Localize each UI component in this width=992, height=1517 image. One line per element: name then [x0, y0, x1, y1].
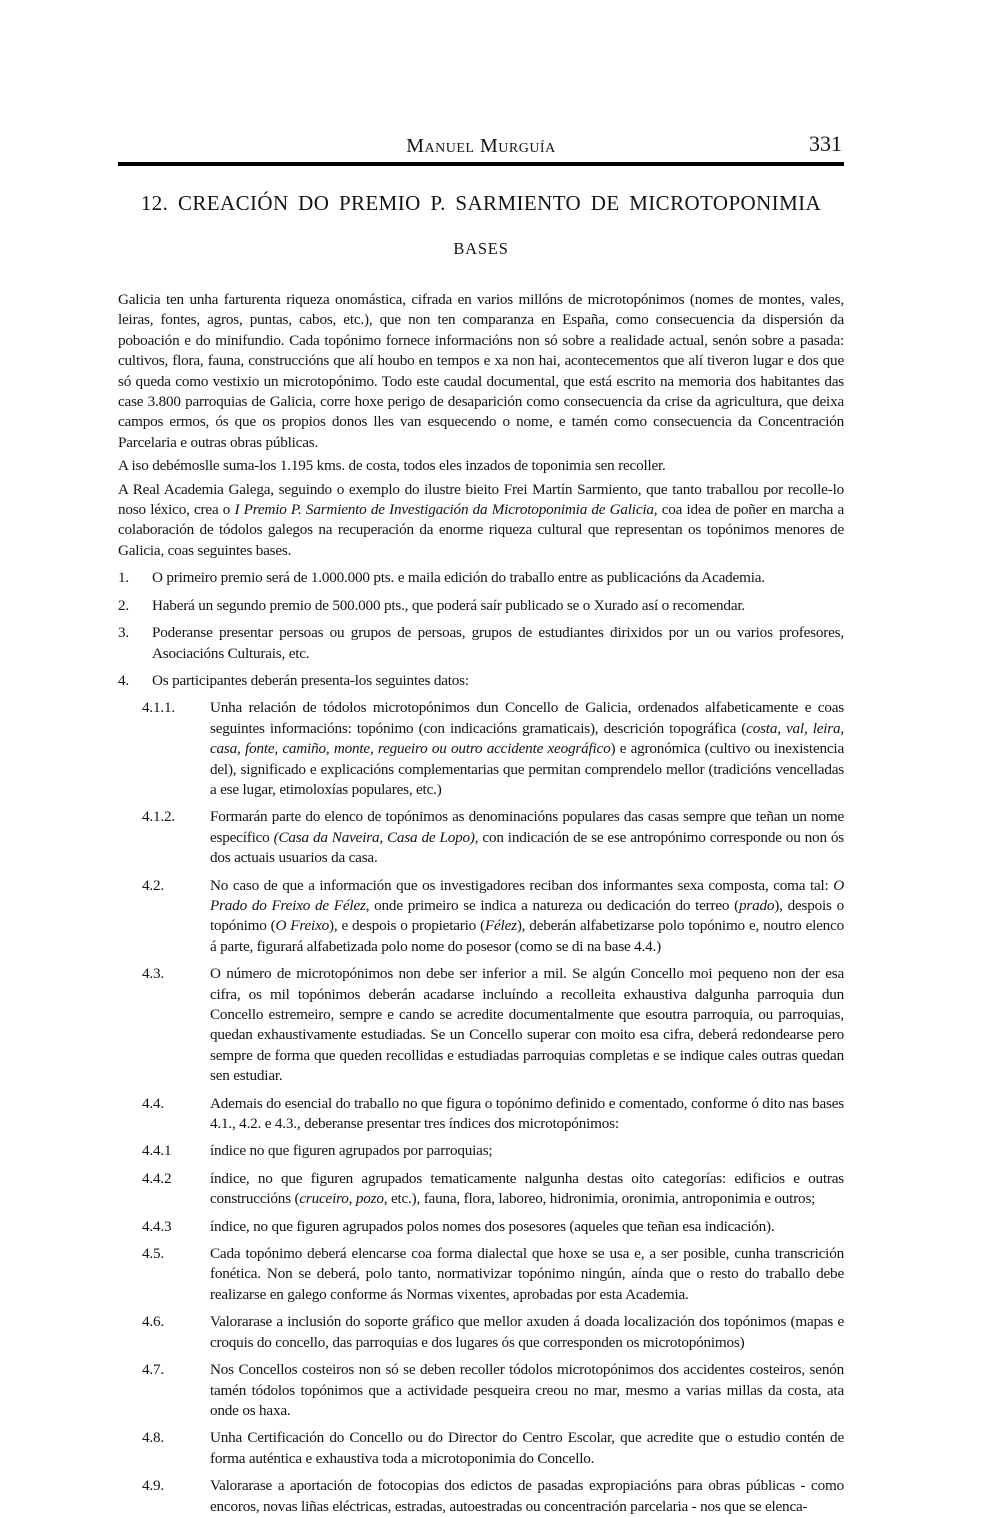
list-item-4-3	[118, 964, 844, 1086]
text-run: ) e agronómica (cultivo ou inexistencia del), significado e explicacións complementarias que permitan comprendelo mellor (tradicións vencelladas a ese lugar, etimoloxías populares, etc.)	[210, 740, 844, 798]
text-run: Unha Certificación do Concello ou do Director do Centro Escolar, que acredite que o estudio contén de forma auténtica e exhaustiva toda a microtoponimia do Concello.	[210, 1429, 844, 1467]
italic-text-run: Félez	[484, 917, 517, 935]
section-title: 12. CREACIÓN DO PREMIO P. SARMIENTO DE MICROTOPONIMIA	[140, 191, 822, 215]
item-number: 3.	[118, 624, 129, 642]
text-run: ), despois o topónimo (	[210, 896, 845, 935]
text-run: índice, no que figuren agrupados polos nomes dos posesores (aqueles que teñan esa indicación).	[210, 1217, 775, 1235]
list-item-4	[118, 671, 844, 691]
list-item-4-4-3	[118, 1217, 844, 1237]
text-run: No caso de que a información que os investigadores reciban dos informantes sexa composta, coma tal:	[210, 876, 834, 894]
text-run: , coa idea de poñer en marcha a colaboración de tódolos galegos na recuperación da enorme riqueza cultural que representan os topónimos menores de Galicia, coas seguintes bases.	[118, 501, 844, 559]
list-item-4-9	[118, 1476, 844, 1517]
italic-text-run: O Freixo	[275, 917, 330, 935]
item-number: 4.5.	[142, 1245, 164, 1263]
item-text	[210, 1141, 844, 1161]
body-paragraph	[118, 290, 844, 453]
list-item-4-5	[118, 1244, 844, 1305]
text-run: O primeiro premio será de 1.000.000 pts. e maila edición do traballo entre as publicacións da Academia.	[152, 569, 765, 587]
item-number: 4.4.2	[142, 1169, 172, 1187]
text-run: , etc.), fauna, flora, laboreo, hidronimia, oronimia, antroponimia e outros;	[383, 1190, 816, 1208]
item-number: 4.6.	[142, 1313, 164, 1331]
item-number: 1.	[118, 569, 129, 587]
text-run: Poderanse presentar persoas ou grupos de persoas, grupos de estudiantes dirixidos por un ou varios profesores, Asociacións Culturais, etc.	[152, 624, 844, 662]
item-text	[210, 1428, 844, 1469]
list-item-3	[118, 623, 844, 664]
text-run: Os participantes deberán presenta-los seguintes datos:	[152, 671, 469, 689]
italic-text-run: costa, val, leira, casa, fonte, camiño, monte, regueiro ou outro accidente xeográfico	[210, 719, 845, 758]
italic-text-run: I Premio P. Sarmiento de Investigación da Microtoponimia de Galicia	[234, 501, 654, 519]
item-number: 2.	[118, 596, 129, 614]
document-body	[118, 290, 844, 1517]
body-paragraph	[118, 456, 844, 476]
item-text	[210, 1312, 844, 1353]
item-text	[210, 1476, 844, 1517]
item-text	[210, 1360, 844, 1421]
list-item-4-7	[118, 1360, 844, 1421]
text-run: , onde primeiro se indica a natureza ou dedicación do terreo (	[365, 896, 739, 914]
body-paragraph	[118, 480, 844, 562]
list-item-4-8	[118, 1428, 844, 1469]
item-number: 4.4.	[142, 1094, 164, 1112]
item-number: 4.7.	[142, 1361, 164, 1379]
list-item-4-1-2	[118, 807, 844, 868]
text-run: Cada topónimo deberá elencarse coa forma dialectal que hoxe se usa e, a ser posible, cunha transcrición fonética. Non se deberá, polo tanto, normativizar topónimo ningún, aínda que o resto do traballo debe realizarse en galego conforme ás Normas vixentes, aprobadas por esta Academia.	[210, 1245, 844, 1303]
text-run: Valorarase a inclusión do soporte gráfico que mellor axuden á doada localización dos topónimos (mapas e croquis do concello, das parroquias e dos lugares ós que corresponden os microtopónimos)	[210, 1313, 844, 1351]
text-run: Formarán parte do elenco de topónimos as denominacións populares das casas sempre que teñan un nome específico	[210, 808, 844, 846]
intro-paragraphs	[118, 290, 844, 561]
text-run: Ademais do esencial do traballo no que figura o topónimo definido e comentado, conforme ó dito nas bases 4.1., 4.2. e 4.3., deberanse presentar tres índices dos microtopónimos:	[210, 1094, 844, 1133]
list-item-4-4-2	[118, 1169, 844, 1210]
item-text	[152, 596, 844, 616]
numbered-list	[118, 568, 844, 1517]
text-run: Haberá un segundo premio de 500.000 pts., que poderá saír publicado se o Xurado así o recomendar.	[152, 596, 745, 614]
text-run: Galicia ten unha farturenta riqueza onomástica, cifrada en varios millóns de microtopónimos (nomes de montes, vales, leiras, fontes, agros, puntas, cabos, etc.), que non ten comparanza en España, como consecuencia da dispersión da poboación e do minifundio. Cada topónimo fornece informacións non só sobre a realidade actual, senón sobre a pasada: cultivos, flora, fauna, construccións que alí houbo en tempos e xa non hai, acontecementos que alí tiveron lugar e dos que só queda como vestixio un microtopónimo. Todo este caudal documental, que está escrito na memoria dos habitantes das case 3.800 parroquias de Galicia, corre hoxe perigo de desaparición como consecuencia da crise da agricultura, que deixa campos ermos, ós que os propios donos lles van esquecendo o nome, e tamén como consecuencia da Concentración Parcelaria e outras obras públicas.	[118, 291, 844, 451]
item-text	[152, 568, 844, 588]
running-title: Manuel Murguía	[406, 135, 556, 157]
item-number: 4.2.	[142, 876, 164, 894]
text-run: índice no que figuren agrupados por parroquias;	[210, 1142, 493, 1160]
section-subtitle: BASES	[453, 239, 509, 258]
text-run: O número de microtopónimos non debe ser inferior a mil. Se algún Concello moi pequeno non der esa cifra, os mil topónimos deberán acadarse incluíndo a recolleita exhaustiva dalgunha parroquia dun Concello estremeiro, sempre e cando se acredite documentalmente que esoutra parroquia, ou parroquias, quedan exhaustivamente estudiadas. Se un Concello superar con moito esa cifra, deberá redondearse pero sempre de forma que queden recollidas e estudiadas parroquias completas e se indique cales outras quedan sen estudiar.	[210, 965, 844, 1085]
list-item-2	[118, 596, 844, 616]
item-number: 4.4.3	[142, 1217, 172, 1235]
list-item-4-1-1	[118, 698, 844, 800]
item-text	[152, 671, 844, 691]
item-text	[210, 1094, 844, 1135]
list-item-1	[118, 568, 844, 588]
italic-text-run: O Prado do Freixo de Félez	[210, 876, 844, 914]
text-run: Unha relación de tódolos microtopónimos dun Concello de Galicia, ordenados alfabeticamente e coas seguintes informacións: topónimo (con indicacións gramaticais), descrición topográfica (	[210, 699, 844, 737]
item-text	[210, 698, 844, 800]
italic-text-run: (Casa da Naveira, Casa de Lopo)	[273, 828, 475, 846]
text-run: Nos Concellos costeiros non só se deben recoller tódolos microtopónimos dos accidentes costeiros, senón tamén tódolos topónimos que a actividade pesqueira creou no mar, mesmo a varias millas da costa, ata onde os haxa.	[210, 1361, 844, 1419]
page-header	[118, 133, 844, 159]
list-item-4-4	[118, 1094, 844, 1135]
text-run: A iso debémoslle suma-los 1.195 kms. de costa, todos eles inzados de toponimia sen recoller.	[118, 457, 666, 475]
item-number: 4.9.	[142, 1477, 164, 1495]
italic-text-run: prado	[739, 896, 775, 914]
item-number: 4.1.2.	[142, 808, 175, 826]
item-number: 4.4.1	[142, 1142, 172, 1160]
item-number: 4.3.	[142, 965, 164, 983]
text-block	[118, 133, 844, 1517]
item-number: 4.	[118, 671, 129, 689]
item-text	[152, 623, 844, 664]
item-text	[210, 964, 844, 1086]
item-text	[210, 1244, 844, 1305]
text-run: ), e despois o propietario (	[329, 917, 485, 935]
text-run: índice, no que figuren agrupados tematicamente nalgunha destas oito categorías: edificios e outras construccións (	[210, 1169, 844, 1208]
list-item-4-4-1	[118, 1141, 844, 1161]
text-run: Valorarase a aportación de fotocopias dos edictos de pasadas expropiacións para obras públicas - como encoros, novas liñas eléctricas, estradas, autoestradas ou concentración parcelaria - nos que se elenca-	[210, 1477, 844, 1515]
page-number: 331	[809, 131, 842, 156]
item-text	[210, 807, 844, 868]
item-text	[210, 1217, 844, 1237]
item-number: 4.8.	[142, 1429, 164, 1447]
item-text	[210, 876, 844, 958]
list-item-4-6	[118, 1312, 844, 1353]
text-run: A Real Academia Galega, seguindo o exemplo do ilustre bieito Frei Martín Sarmiento, que tanto traballou por recolle-lo noso léxico, crea o	[118, 480, 844, 519]
italic-text-run: cruceiro, pozo	[299, 1190, 384, 1208]
header-rule	[118, 162, 844, 166]
item-number: 4.1.1.	[142, 699, 175, 717]
text-run: , con indicación de se ese antropónimo corresponde ou non ós dos actuais usuarios da casa.	[210, 828, 844, 867]
text-run: ), deberán alfabetizarse polo topónimo e, noutro elenco á parte, figurará alfabetizada polo nome do posesor (como se di na base 4.4.)	[210, 917, 845, 955]
list-item-4-2	[118, 876, 844, 958]
item-text	[210, 1169, 844, 1210]
